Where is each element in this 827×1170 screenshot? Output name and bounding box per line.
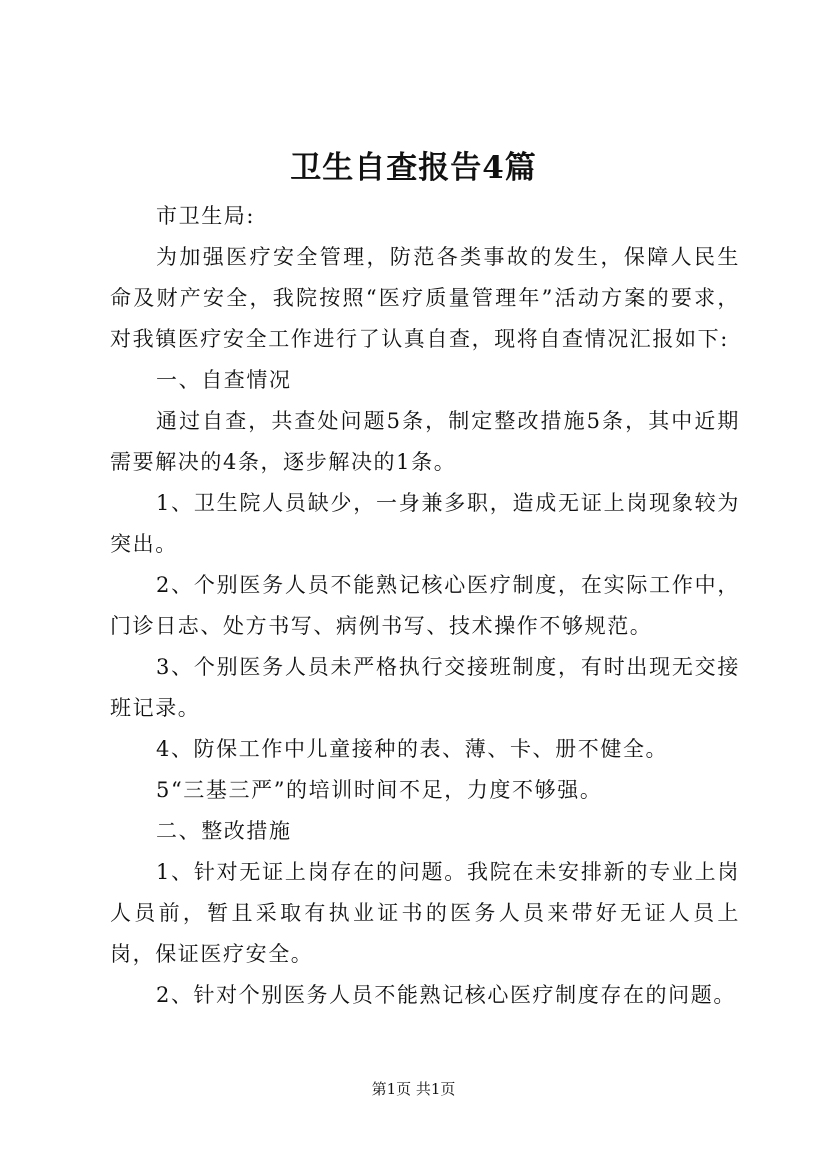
document-title: 卫生自查报告4篇 (290, 150, 537, 186)
document-body (110, 196, 740, 1016)
intro-paragraph: 为加强医疗安全管理，防范各类事故的发生，保障人民生命及财产安全，我院按照“医疗质量管理年”活动方案的要求，对我镇医疗安全工作进行了认真自查，现将自查情况汇报如下: (110, 245, 740, 351)
issue-item-5: 5“三基三严”的培训时间不足，力度不够强。 (156, 778, 603, 802)
salutation: 市卫生局: (156, 204, 256, 228)
page-footer: 第1页 共1页 (371, 1080, 456, 1098)
measure-item-1: 1、针对无证上岗存在的问题。我院在未安排新的专业上岗人员前，暂且采取有执业证书的医务人员来带好无证人员上岗，保证医疗安全。 (110, 860, 740, 966)
section-heading-rectification: 二、整改措施 (156, 819, 292, 843)
summary-paragraph: 通过自查，共查处问题5条，制定整改措施5条，其中近期需要解决的4条，逐步解决的1条。 (110, 409, 740, 474)
issue-item-3: 3、个别医务人员未严格执行交接班制度，有时出现无交接班记录。 (110, 655, 740, 720)
measure-item-2: 2、针对个别医务人员不能熟记核心医疗制度存在的问题。 (156, 983, 736, 1007)
issue-item-2: 2、个别医务人员不能熟记核心医疗制度，在实际工作中，门诊日志、处方书写、病例书写、技术操作不够规范。 (110, 573, 740, 638)
section-heading-self-check: 一、自查情况 (156, 368, 292, 392)
issue-item-4: 4、防保工作中儿童接种的表、薄、卡、册不健全。 (156, 737, 669, 761)
issue-item-1: 1、卫生院人员缺少，一身兼多职，造成无证上岗现象较为突出。 (110, 491, 740, 556)
